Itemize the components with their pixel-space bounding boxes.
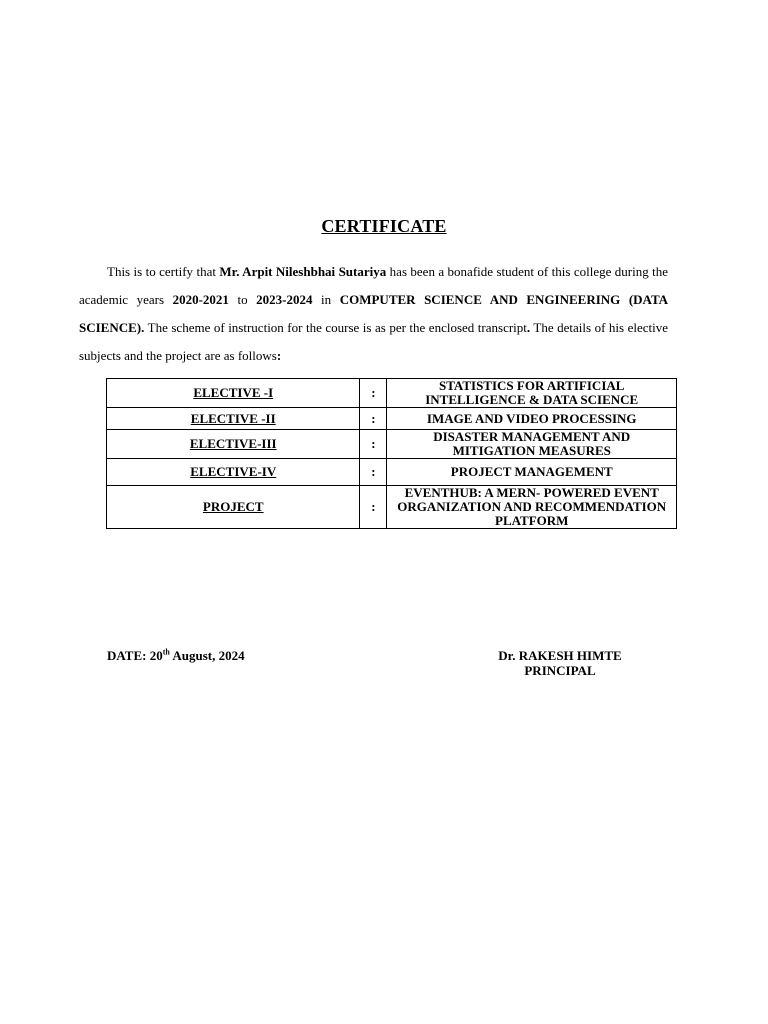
- table-row: [107, 486, 677, 529]
- certificate-date: [107, 648, 245, 664]
- subject-separator: :: [360, 459, 387, 486]
- subject-label: ELECTIVE -I: [107, 379, 360, 408]
- table-row: [107, 408, 677, 430]
- body-text-5-end: .: [526, 320, 531, 335]
- signatory-name: Dr. RAKESH HIMTE: [498, 648, 622, 663]
- student-name: Mr. Arpit Nileshbhai Sutariya: [219, 264, 387, 279]
- certificate-body: [79, 258, 668, 370]
- subjects-table: [106, 378, 677, 529]
- subject-separator: :: [360, 408, 387, 430]
- body-text-2: has been a bonafide student of this college during the academic years: [79, 264, 669, 307]
- program-name: COMPUTER SCIENCE AND ENGINEERING (DATA SCIENCE).: [79, 292, 669, 335]
- year-from: 2020-2021: [172, 292, 229, 307]
- subject-value: DISASTER MANAGEMENT AND MITIGATION MEASURES: [387, 430, 677, 459]
- signatory-designation: PRINCIPAL: [524, 663, 596, 678]
- body-text-4: in: [321, 292, 332, 307]
- subject-separator: :: [360, 430, 387, 459]
- subject-value: IMAGE AND VIDEO PROCESSING: [387, 408, 677, 430]
- date-rest: August, 2024: [169, 648, 245, 663]
- subject-label: ELECTIVE -II: [107, 408, 360, 430]
- body-text-6-end: :: [276, 348, 282, 363]
- body-text-6: The details of his elective subjects and the project are as follows: [79, 320, 669, 363]
- certificate-title: CERTIFICATE: [321, 216, 447, 236]
- body-text-1: This is to certify that: [107, 264, 216, 279]
- body-text-5: The scheme of instruction for the course is as per the enclosed transcript: [147, 320, 527, 335]
- body-text-3: to: [237, 292, 248, 307]
- year-to: 2023-2024: [256, 292, 313, 307]
- table-row: [107, 459, 677, 486]
- table-row: [107, 379, 677, 408]
- subject-label: ELECTIVE-IV: [107, 459, 360, 486]
- subject-separator: :: [360, 379, 387, 408]
- subject-value: EVENTHUB: A MERN- POWERED EVENT ORGANIZATION AND RECOMMENDATION PLATFORM: [387, 486, 677, 529]
- signatory-block: [486, 648, 634, 678]
- table-row: [107, 430, 677, 459]
- date-ordinal: th: [162, 647, 170, 657]
- date-prefix: DATE: 20: [107, 648, 163, 663]
- subject-value: STATISTICS FOR ARTIFICIAL INTELLIGENCE & DATA SCIENCE: [387, 379, 677, 408]
- subject-value: PROJECT MANAGEMENT: [387, 459, 677, 486]
- subject-separator: :: [360, 486, 387, 529]
- subject-label: PROJECT: [107, 486, 360, 529]
- subject-label: ELECTIVE-III: [107, 430, 360, 459]
